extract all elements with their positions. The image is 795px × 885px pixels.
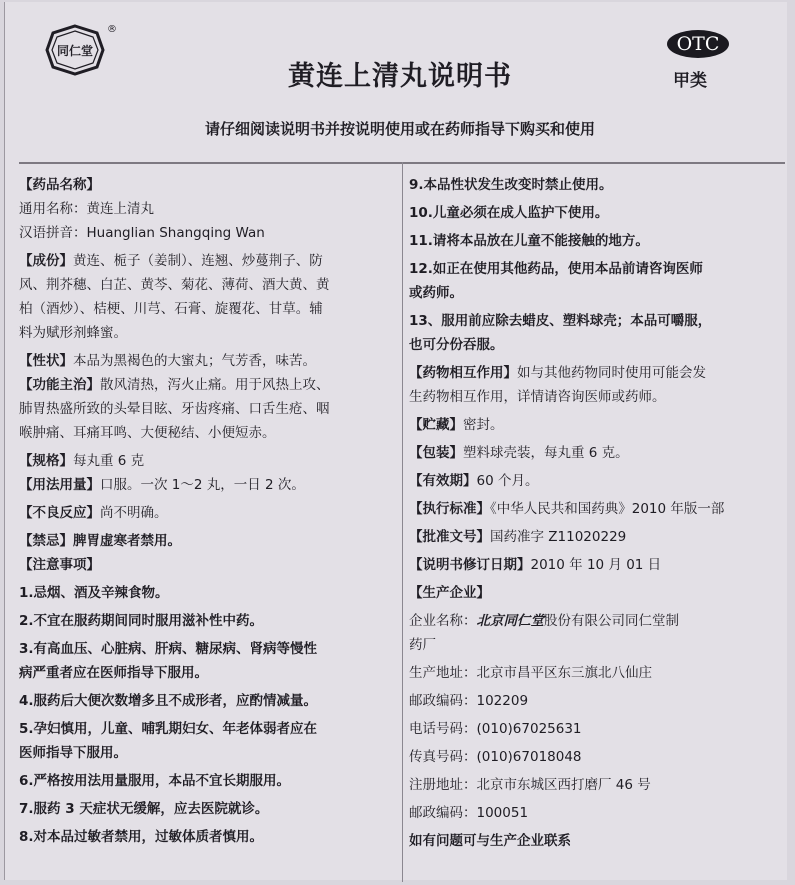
- standard-label: 【执行标准】: [409, 501, 490, 517]
- drug-name-heading: 【药品名称】: [19, 177, 100, 193]
- validity-section: [409, 469, 781, 493]
- precaution-item: 4.服药后大便次数增多且不成形者，应酌情减量。: [19, 693, 318, 709]
- precaution-item: 9.本品性状发生改变时禁止使用。: [409, 177, 613, 193]
- usage-label: 【用法用量】: [19, 477, 100, 493]
- storage-section: [409, 413, 781, 437]
- precaution-item: 1.忌烟、酒及辛辣食物。: [19, 585, 169, 601]
- left-column: [19, 173, 395, 849]
- storage-text: 密封。: [463, 417, 504, 433]
- company-prefix: 企业名称：: [409, 613, 477, 629]
- package-label: 【包装】: [409, 445, 463, 461]
- contact-note: 如有问题可与生产企业联系: [409, 833, 571, 849]
- precaution-item: 12.如正在使用其他药品，使用本品前请咨询医师: [409, 261, 703, 277]
- registered-address: 注册地址：北京市东城区西打磨厂 46 号: [409, 777, 651, 793]
- function-line: 肺胃热盛所致的头晕目眩、牙齿疼痛、口舌生疮、咽: [19, 401, 330, 417]
- ingredients-line: 柏（酒炒）、桔梗、川芎、石膏、旋覆花、甘草。辅: [19, 301, 323, 317]
- spec-section: [19, 449, 395, 473]
- usage-text: 口服。一次 1～2 丸，一日 2 次。: [100, 477, 305, 493]
- precaution-item: 13、服用前应除去蜡皮、塑料球壳；本品可嚼服，: [409, 313, 712, 329]
- logo-text: 同仁堂: [56, 44, 94, 58]
- precaution-item: 3.有高血压、心脏病、肝病、糖尿病、肾病等慢性: [19, 641, 318, 657]
- precautions-heading: 【注意事项】: [19, 557, 100, 573]
- registered-mark: ®: [107, 24, 117, 35]
- approval-label: 【批准文号】: [409, 529, 490, 545]
- postcode: 邮政编码：102209: [409, 693, 529, 709]
- revision-label: 【说明书修订日期】: [409, 557, 531, 573]
- pinyin-name: 汉语拼音：Huanglian Shangqing Wan: [19, 225, 265, 241]
- contra-section: [19, 529, 395, 553]
- validity-text: 60 个月。: [476, 473, 539, 489]
- fax-number: 传真号码：(010)67018048: [409, 749, 582, 765]
- standard-section: [409, 497, 781, 521]
- validity-label: 【有效期】: [409, 473, 477, 489]
- character-text: 本品为黑褐色的大蜜丸；气芳香，味苦。: [73, 353, 316, 369]
- storage-label: 【贮藏】: [409, 417, 463, 433]
- precaution-item: 2.不宜在服药期间同时服用滋补性中药。: [19, 613, 264, 629]
- otc-category: 甲类: [673, 71, 707, 91]
- ingredients-section: [19, 249, 395, 273]
- precaution-item: 7.服药 3 天症状无缓解，应去医院就诊。: [19, 801, 269, 817]
- adverse-text: 尚不明确。: [100, 505, 168, 521]
- page-title: 黄连上清丸说明书: [288, 61, 512, 92]
- usage-notice: 请仔细阅读说明书并按说明使用或在药师指导下购买和使用: [204, 120, 595, 138]
- precaution-item: 8.对本品过敏者禁用，过敏体质者慎用。: [19, 829, 264, 845]
- column-divider: [402, 162, 403, 882]
- common-name: 通用名称：黄连上清丸: [19, 201, 154, 217]
- otc-badge: OTC: [667, 30, 729, 58]
- company-rest: 股份有限公司同仁堂制: [544, 613, 679, 629]
- revision-text: 2010 年 10 月 01 日: [530, 557, 662, 573]
- precaution-item: 医师指导下服用。: [19, 745, 127, 761]
- approval-text: 国药准字 Z11020229: [490, 529, 627, 545]
- manufacturer-heading: 【生产企业】: [409, 585, 490, 601]
- ingredients-label: 【成份】: [19, 253, 73, 269]
- adverse-label: 【不良反应】: [19, 505, 100, 521]
- interaction-line: 如与其他药物同时使用可能会发: [517, 365, 706, 381]
- production-address: 生产地址：北京市昌平区东三旗北八仙庄: [409, 665, 652, 681]
- company-name-cont: 药厂: [409, 637, 436, 653]
- function-section: [19, 373, 395, 397]
- precaution-item: 6.严格按用法用量服用，本品不宜长期服用。: [19, 773, 291, 789]
- instruction-sheet: [4, 2, 787, 880]
- standard-text: 《中华人民共和国药典》2010 年版一部: [490, 501, 725, 517]
- precaution-item: 也可分份吞服。: [409, 337, 504, 353]
- precaution-item: 病严重者应在医师指导下服用。: [19, 665, 208, 681]
- contra-text: 脾胃虚寒者禁用。: [73, 533, 181, 549]
- precaution-item: 10.儿童必须在成人监护下使用。: [409, 205, 609, 221]
- function-line: 散风清热，泻火止痛。用于风热上攻、: [100, 377, 330, 393]
- package-text: 塑料球壳装，每丸重 6 克。: [463, 445, 629, 461]
- ingredients-line: 黄连、栀子（姜制）、连翘、炒蔓荆子、防: [73, 253, 323, 269]
- spec-text: 每丸重 6 克: [73, 453, 145, 469]
- ingredients-line: 料为赋形剂蜂蜜。: [19, 325, 127, 341]
- ingredients-line: 风、荆芥穗、白芷、黄芩、菊花、薄荷、酒大黄、黄: [19, 277, 330, 293]
- right-column: [409, 173, 781, 853]
- character-section: [19, 349, 395, 373]
- precaution-item: 或药师。: [409, 285, 463, 301]
- approval-section: [409, 525, 781, 549]
- company-logo-text: 北京同仁堂: [476, 613, 544, 629]
- interaction-line: 生药物相互作用，详情请咨询医师或药师。: [409, 389, 666, 405]
- phone-number: 电话号码：(010)67025631: [409, 721, 582, 737]
- precaution-item: 11.请将本品放在儿童不能接触的地方。: [409, 233, 649, 249]
- interaction-section: [409, 361, 781, 385]
- usage-section: [19, 473, 395, 497]
- character-label: 【性状】: [19, 353, 73, 369]
- precaution-item: 5.孕妇慎用，儿童、哺乳期妇女、年老体弱者应在: [19, 721, 318, 737]
- function-label: 【功能主治】: [19, 377, 100, 393]
- contra-label: 【禁忌】: [19, 533, 73, 549]
- adverse-section: [19, 501, 395, 525]
- spec-label: 【规格】: [19, 453, 73, 469]
- interaction-label: 【药物相互作用】: [409, 365, 517, 381]
- package-section: [409, 441, 781, 465]
- postcode: 邮政编码：100051: [409, 805, 529, 821]
- company-name: [409, 609, 781, 633]
- revision-section: [409, 553, 781, 577]
- function-line: 喉肿痛、耳痛耳鸣、大便秘结、小便短赤。: [19, 425, 276, 441]
